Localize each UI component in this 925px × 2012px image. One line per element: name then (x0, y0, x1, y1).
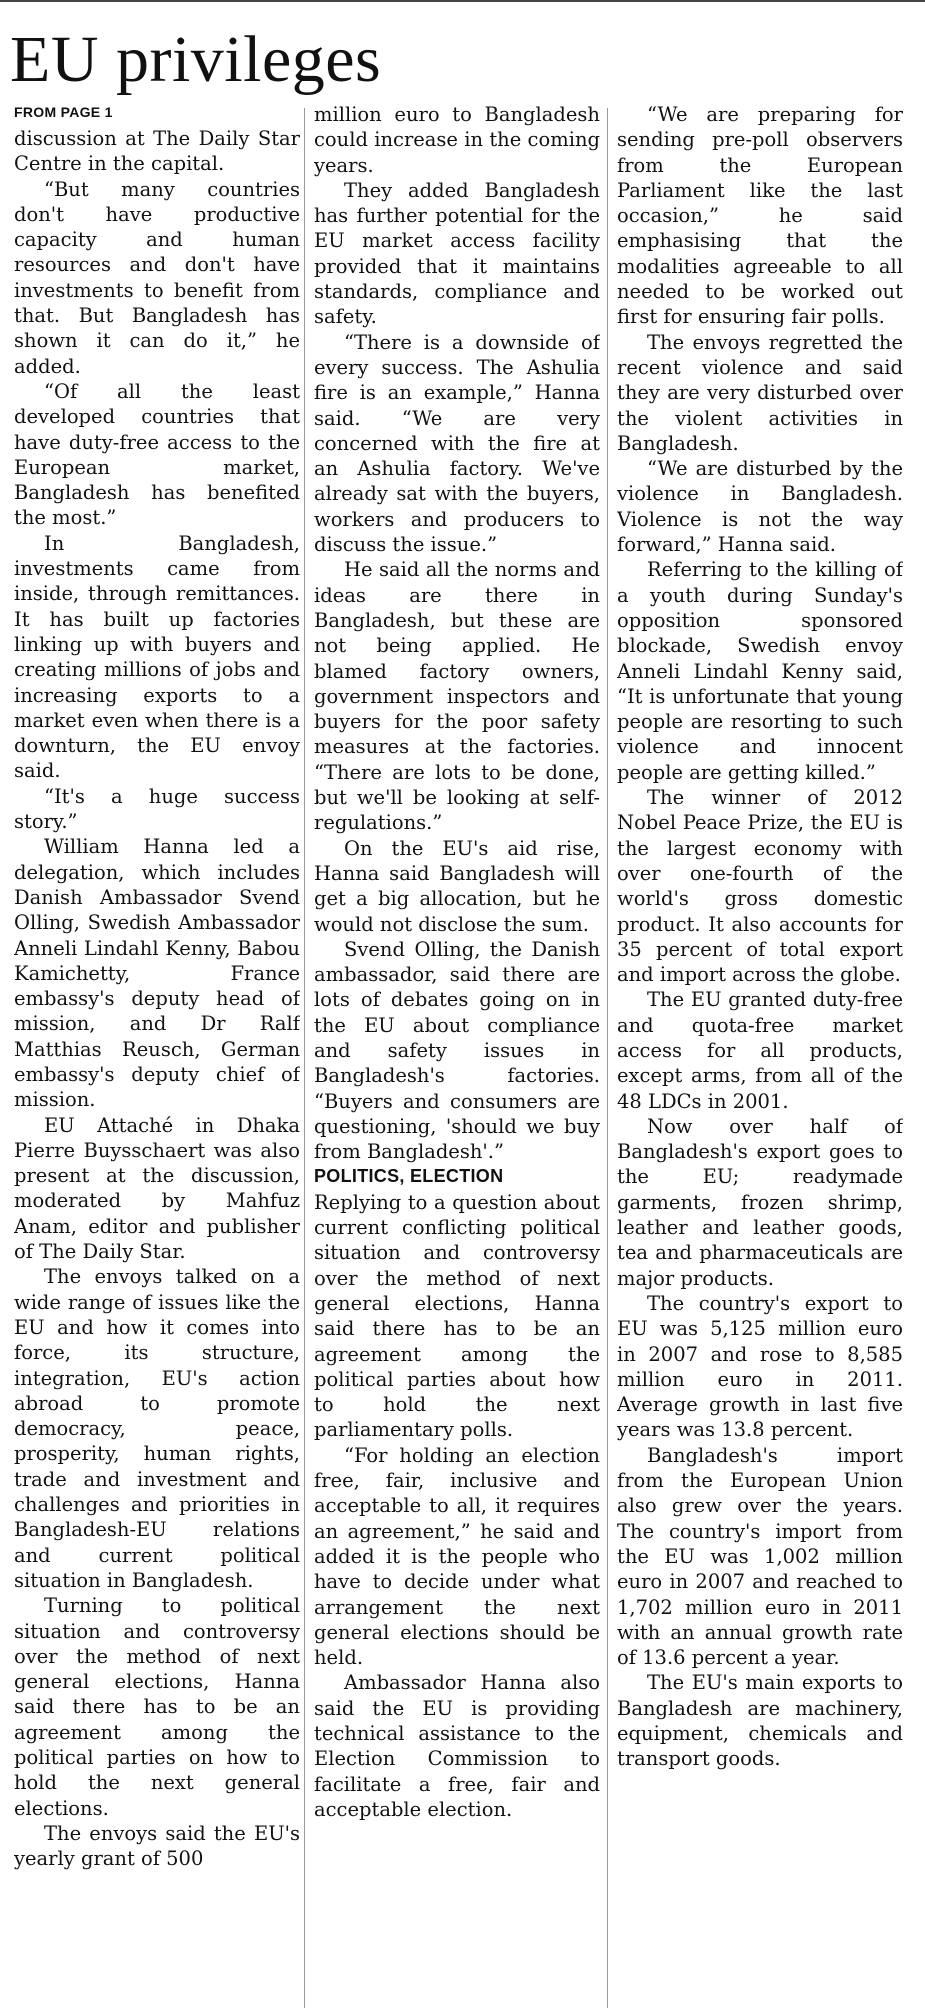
paragraph: The winner of 2012 Nobel Peace Prize, the EU is the largest economy with over one-fourth of the world's gross domestic product. It also accounts for 35 percent of total export and import across the globe. (617, 786, 903, 987)
paragraph: discussion at The Daily Star Centre in the capital. (14, 127, 300, 176)
column-3 (617, 102, 903, 2012)
paragraph: million euro to Bangladesh could increase in the coming years. (314, 103, 600, 177)
paragraph: Referring to the killing of a youth during Sunday's opposition sponsored blockade, Swedish envoy Anneli Lindahl Kenny said, “It is unfortunate that young people are resorting to such violence and innocent people are getting killed.” (617, 558, 903, 784)
paragraph: He said all the norms and ideas are there in Bangladesh, but these are not being applied. He blamed factory owners, government inspectors and buyers for the poor safety measures at the factories. “There are lots to be done, but we'll be looking at self-regulations.” (314, 558, 600, 835)
paragraph: They added Bangladesh has further potential for the EU market access facility provided that it maintains standards, compliance and safety. (314, 178, 600, 329)
column-divider (607, 108, 608, 2008)
paragraph: The envoys talked on a wide range of issues like the EU and how it comes into force, its structure, integration, EU's action abroad to promote democracy, peace, prosperity, human rights, trade and investment and challenges and priorities in Bangladesh-EU relations and current political situation in Bangladesh. (14, 1265, 300, 1592)
headline: EU privileges (10, 23, 382, 96)
paragraph: EU Attaché in Dhaka Pierre Buysschaert was also present at the discussion, moderated by Mahfuz Anam, editor and publisher of The Daily Star. (14, 1113, 300, 1264)
paragraph: Now over half of Bangladesh's export goes to the EU; readymade garments, frozen shrimp, leather and leather goods, tea and pharmaceuticals are major products. (617, 1114, 903, 1290)
paragraph: “We are disturbed by the violence in Bangladesh. Violence is not the way forward,” Hanna said. (617, 457, 903, 557)
paragraph: Bangladesh's import from the European Union also grew over the years. The country's import from the EU was 1,002 million euro in 2007 and reached to 1,702 million euro in 2011 with an annual growth rate of 13.6 percent a year. (617, 1443, 903, 1670)
paragraph: On the EU's aid rise, Hanna said Bangladesh will get a big allocation, but he would not disclose the sum. (314, 836, 600, 936)
paragraph: “It's a huge success story.” (14, 784, 300, 834)
paragraph: “But many countries don't have productive capacity and human resources and don't have investments to benefit from that. But Bangladesh has shown it can do it,” he added. (14, 177, 300, 378)
paragraph: The country's export to EU was 5,125 million euro in 2007 and rose to 8,585 million euro in 2011. Average growth in last five years was 13.8 percent. (617, 1291, 903, 1442)
paragraph: Svend Olling, the Danish ambassador, said there are lots of debates going on in the EU about compliance and safety issues in Bangladesh's factories. “Buyers and consumers are questioning, 'should we buy from Bangladesh'.” (314, 937, 600, 1164)
column-1 (14, 126, 300, 2012)
paragraph: Ambassador Hanna also said the EU is providing technical assistance to the Election Commission to facilitate a free, fair and acceptable election. (314, 1671, 600, 1821)
paragraph: The envoys said the EU's yearly grant of 500 (14, 1821, 300, 1871)
top-rule (0, 0, 925, 7)
paragraph: William Hanna led a delegation, which includes Danish Ambassador Svend Olling, Swedish Ambassador Anneli Lindahl Kenny, Babou Kamichetty, France embassy's deputy head of mission, and Dr Ralf Matthias Reusch, German embassy's deputy chief of mission. (14, 835, 300, 1112)
paragraph: Replying to a question about current conflicting political situation and controversy over the method of next general elections, Hanna said there has to be an agreement among the political parties about how to hold the next parliamentary polls. (314, 1190, 600, 1442)
column-2 (314, 102, 600, 2012)
paragraph: The envoys regretted the recent violence and said they are very disturbed over the violent activities in Bangladesh. (617, 330, 903, 455)
paragraph: “We are preparing for sending pre-poll observers from the European Parliament like the last occasion,” he said emphasising that the modalities agreeable to all needed to be worked out first for ensuring fair polls. (617, 103, 903, 329)
subheading: POLITICS, ELECTION (314, 1166, 504, 1187)
paragraph: “For holding an election free, fair, inclusive and acceptable to all, it requires an agreement,” he said and added it is the people who have to decide under what arrangement the next general elections should be held. (314, 1443, 600, 1670)
paragraph: “There is a downside of every success. The Ashulia fire is an example,” Hanna said. “We are very concerned with the fire at an Ashulia factory. We've already sat with the buyers, workers and producers to discuss the issue.” (314, 330, 600, 557)
column-divider (304, 108, 305, 2008)
paragraph: The EU's main exports to Bangladesh are machinery, equipment, chemicals and transport goods. (617, 1671, 903, 1771)
paragraph: In Bangladesh, investments came from inside, through remittances. It has built up factories linking up with buyers and creating millions of jobs and increasing exports to a market even when there is a downturn, the EU envoy said. (14, 531, 300, 783)
paragraph: Turning to political situation and controversy over the method of next general elections, Hanna said there has to be an agreement among the political parties on how to hold the next general elections. (14, 1594, 300, 1820)
paragraph: “Of all the least developed countries that have duty-free access to the European market, Bangladesh has benefited the most.” (14, 379, 300, 530)
paragraph: The EU granted duty-free and quota-free market access for all products, except arms, from all of the 48 LDCs in 2001. (617, 988, 903, 1113)
jump-line: FROM PAGE 1 (14, 104, 113, 120)
